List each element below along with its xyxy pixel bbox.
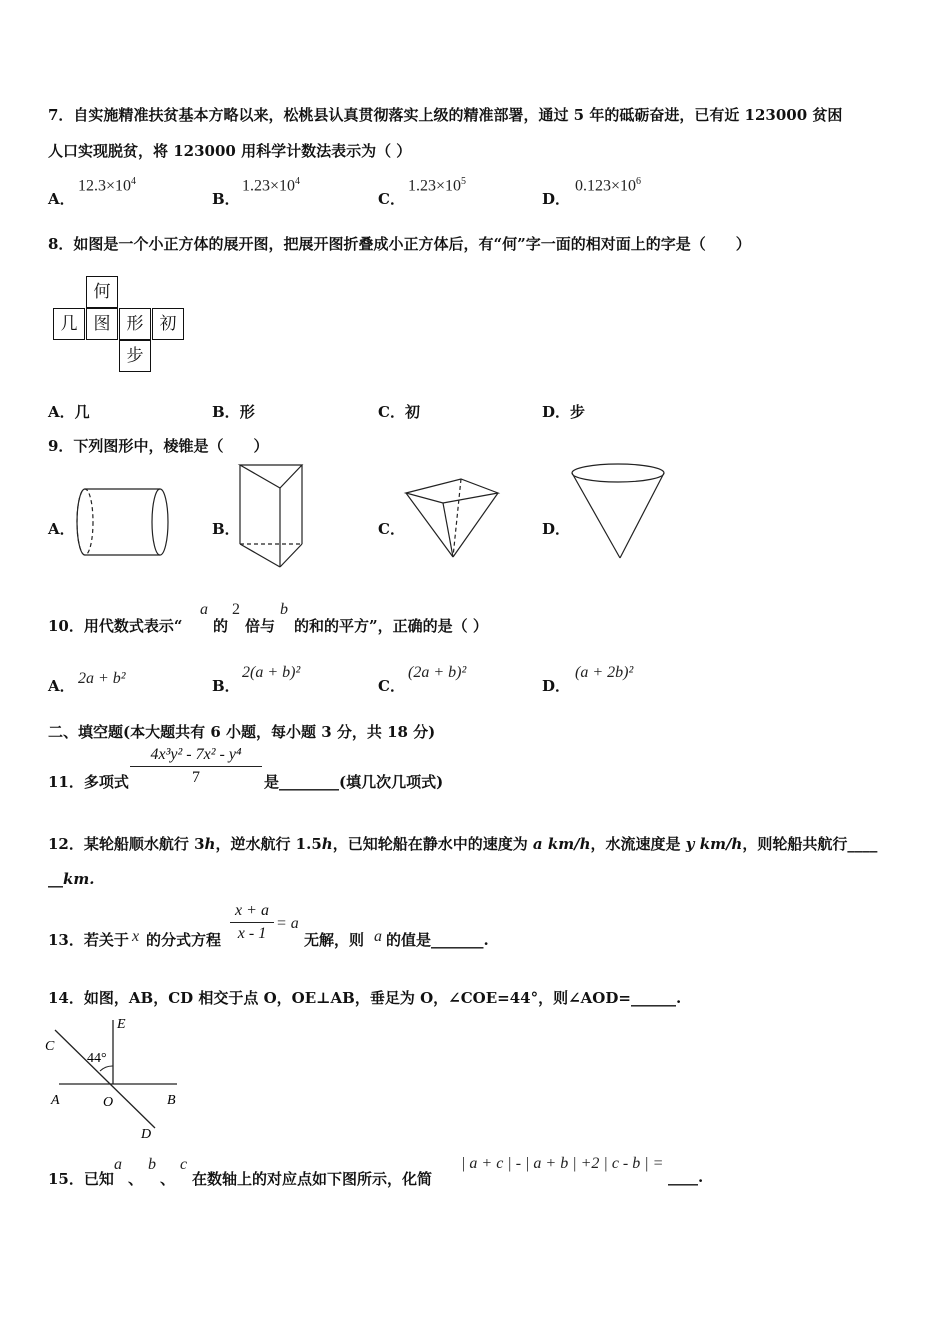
q15-expression: | a + c | - | a + b | +2 | c - b | = (461, 1155, 664, 1172)
q11-denominator: 7 (192, 769, 200, 786)
q10-part2: 的 (213, 617, 229, 635)
q9-option-d-label[interactable]: D． (542, 520, 571, 538)
triangular-prism-figure[interactable] (236, 462, 316, 572)
q10-option-c[interactable]: (2a + b)² (408, 664, 467, 681)
net-cell-right1: 形 (119, 308, 151, 340)
q12-line2: __km. (48, 870, 95, 888)
q7-option-b-label[interactable]: B． (212, 190, 240, 208)
q11-suffix: 是________(填几次几项式) (264, 773, 444, 791)
q9-option-c-label[interactable]: C． (378, 520, 405, 538)
q7-option-a[interactable]: $12.3\times 10^4$ (78, 176, 137, 195)
q15-sep1: 、 (128, 1170, 144, 1188)
section-2-heading: 二、填空题(本大题共有 6 小题，每小题 3 分，共 18 分) (48, 723, 436, 741)
q15-suffix: ____. (668, 1168, 704, 1186)
net-cell-mid: 图 (86, 308, 118, 340)
q10-part1: 10．用代数式表示“ (48, 617, 183, 635)
q7-option-d[interactable]: $0.123\times 10^6$ (575, 176, 642, 195)
q7-option-c[interactable]: $1.23\times 10^5$ (408, 176, 467, 195)
q13-var-a: a (374, 928, 382, 945)
cylinder-figure[interactable] (70, 485, 180, 565)
q8-option-c[interactable]: C．初 (378, 403, 420, 421)
q8-text: 8．如图是一个小正方体的展开图，把展开图折叠成小正方体后，有“何”字一面的相对面上的字是（ ） (48, 235, 751, 253)
q10-part4: 的和的平方”，正确的是（ ） (294, 617, 488, 635)
q15-var-a: a (114, 1156, 122, 1173)
q13-numerator: x + a (230, 902, 274, 923)
q10-two: 2 (232, 601, 240, 618)
q9-option-a-label[interactable]: A． (48, 520, 75, 538)
q7-option-b[interactable]: $1.23\times 10^4$ (242, 176, 301, 195)
q10-part3: 倍与 (245, 617, 276, 635)
q7-option-a-label[interactable]: A． (48, 190, 75, 208)
q11-fraction (130, 746, 262, 787)
q7-option-d-label[interactable]: D． (542, 190, 571, 208)
q13-denominator: x - 1 (237, 925, 267, 942)
label-c: C (45, 1039, 55, 1054)
q10-option-a[interactable]: 2a + b² (78, 670, 126, 687)
cone-figure[interactable] (570, 462, 670, 562)
q8-option-a[interactable]: A．几 (48, 403, 90, 421)
q11-prefix: 11．多项式 (48, 773, 129, 791)
q13-suffix1: 无解，则 (304, 931, 365, 949)
q10-option-b-label[interactable]: B． (212, 677, 240, 695)
pyramid-figure[interactable] (403, 475, 503, 560)
q11-numerator: 4x³y² - 7x² - y⁴ (130, 746, 262, 767)
q7-line1: 7．自实施精准扶贫基本方略以来，松桃县认真贯彻落实上级的精准部署，通过 5 年的砥砺奋进，已有近 123000 贫困 (48, 106, 843, 124)
q15-mid: 在数轴上的对应点如下图所示，化简 (192, 1170, 433, 1188)
q10-option-c-label[interactable]: C． (378, 677, 405, 695)
label-b: B (167, 1093, 176, 1108)
q14-text: 14．如图，AB，CD 相交于点 O，OE⊥AB，垂足为 O，∠COE=44°，则∠AOD=______. (48, 989, 682, 1007)
q12-line1: 12．某轮船顺水航行 3h，逆水航行 1.5h，已知轮船在静水中的速度为 a km/h，水流速度是 y km/h，则轮船共航行____ (48, 835, 878, 853)
q15-prefix: 15．已知 (48, 1170, 114, 1188)
q10-option-d[interactable]: (a + 2b)² (575, 664, 634, 681)
net-cell-left: 几 (53, 308, 85, 340)
q15-sep2: 、 (160, 1170, 176, 1188)
q10-option-d-label[interactable]: D． (542, 677, 571, 695)
q10-option-b[interactable]: 2(a + b)² (242, 664, 301, 681)
net-cell-bottom: 步 (119, 340, 151, 372)
q13-var-x: x (132, 928, 140, 945)
label-a: A (51, 1093, 60, 1108)
q13-mid: 的分式方程 (146, 931, 222, 949)
q13-prefix: 13．若关于 (48, 931, 129, 949)
net-cell-top: 何 (86, 276, 118, 308)
q13-equals: = a (276, 915, 299, 932)
q7-option-c-label[interactable]: C． (378, 190, 405, 208)
q10-var-b: b (280, 601, 288, 618)
q13-suffix2: 的值是_______. (386, 931, 489, 949)
q13-fraction (230, 902, 274, 943)
q9-text: 9．下列图形中，棱锥是（ ） (48, 437, 269, 455)
q9-option-b-label[interactable]: B． (212, 520, 240, 538)
label-d: D (141, 1127, 152, 1142)
label-e: E (117, 1017, 126, 1032)
q10-var-a: a (200, 601, 208, 618)
q7-line2: 人口实现脱贫，将 123000 用科学计数法表示为（ ） (48, 142, 412, 160)
q8-option-d[interactable]: D．步 (542, 403, 586, 421)
q8-option-b[interactable]: B．形 (212, 403, 255, 421)
label-o: O (103, 1095, 114, 1110)
q14-angle-figure (45, 1016, 185, 1141)
q10-option-a-label[interactable]: A． (48, 677, 75, 695)
q15-var-b: b (148, 1156, 156, 1173)
q15-var-c: c (180, 1156, 188, 1173)
label-angle: 44° (87, 1051, 107, 1066)
net-cell-right2: 初 (152, 308, 184, 340)
